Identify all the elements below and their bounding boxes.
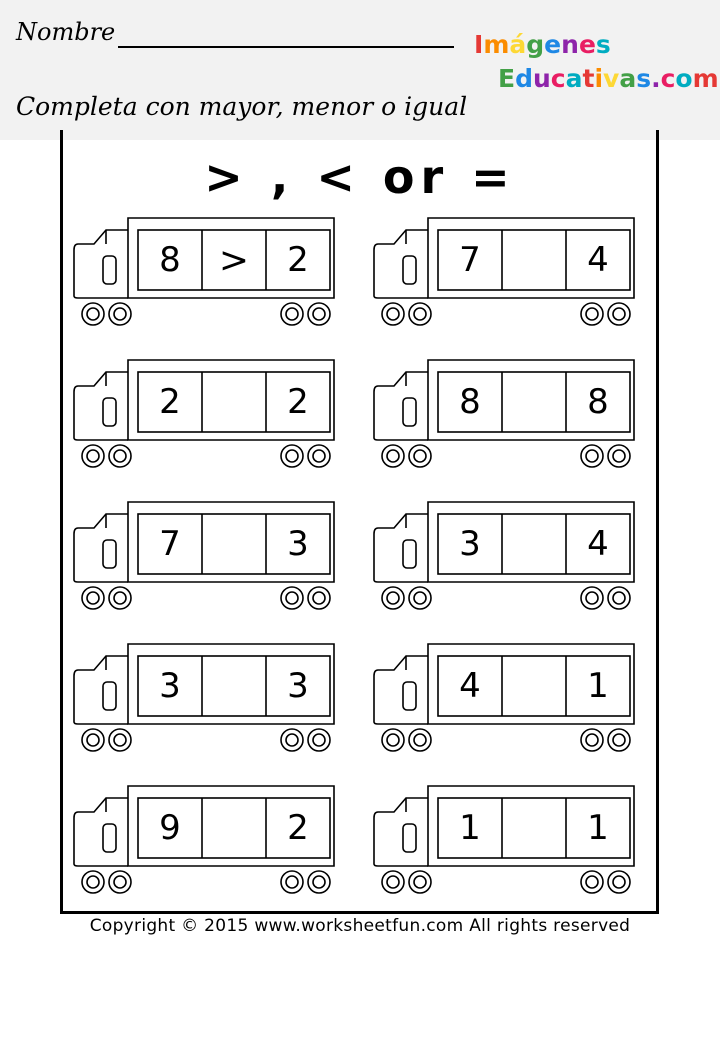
logo-letter: c (550, 64, 566, 93)
right-number: 4 (587, 524, 609, 564)
truck-item (370, 640, 640, 752)
logo-line-1 (474, 28, 719, 62)
left-number: 7 (459, 240, 481, 280)
logo-letter: a (565, 64, 583, 93)
logo-letter: a (619, 64, 637, 93)
logo-letter: i (594, 64, 604, 93)
left-number: 3 (459, 524, 481, 564)
comparison-answer-box[interactable] (202, 372, 266, 432)
logo-letter: E (498, 64, 516, 93)
comparison-answer-box[interactable] (202, 656, 266, 716)
comparison-answer-box[interactable] (202, 514, 266, 574)
truck-item (70, 356, 340, 468)
name-label: Nombre (16, 18, 116, 46)
comparison-answer-box[interactable] (202, 798, 266, 858)
right-number: 2 (287, 382, 309, 422)
right-number: 1 (587, 808, 609, 848)
logo-letter: o (675, 64, 693, 93)
name-field[interactable] (118, 46, 454, 48)
comparison-answer-box[interactable] (502, 230, 566, 290)
comparison-answer-box[interactable] (502, 798, 566, 858)
left-number: 8 (159, 240, 181, 280)
left-number: 9 (159, 808, 181, 848)
comparison-answer-box[interactable] (502, 656, 566, 716)
site-logo (474, 28, 719, 96)
right-number: 3 (287, 524, 309, 564)
logo-line-2 (474, 62, 719, 96)
worksheet-title: > , < or = (204, 150, 516, 204)
right-number: 2 (287, 808, 309, 848)
logo-letter: m (483, 30, 510, 59)
logo-letter: á (509, 30, 527, 59)
right-number: 4 (587, 240, 609, 280)
right-number: 2 (287, 240, 309, 280)
left-number: 4 (459, 666, 481, 706)
right-number: 1 (587, 666, 609, 706)
logo-letter: . (651, 64, 661, 93)
logo-letter: u (532, 64, 551, 93)
page-header (0, 0, 720, 140)
logo-letter: e (544, 30, 562, 59)
instruction-text: Completa con mayor, menor o igual (16, 92, 468, 121)
logo-letter: s (636, 64, 652, 93)
truck-item (370, 214, 640, 326)
left-number: 3 (159, 666, 181, 706)
left-number: 8 (459, 382, 481, 422)
logo-letter: I (474, 30, 484, 59)
comparison-answer-box[interactable] (502, 514, 566, 574)
copyright-notice: Copyright © 2015 www.worksheetfun.com All rights reserved (89, 916, 631, 936)
left-number: 1 (459, 808, 481, 848)
truck-item (370, 498, 640, 610)
logo-letter: s (595, 30, 611, 59)
left-number: 7 (159, 524, 181, 564)
truck-item (370, 782, 640, 894)
comparison-answer-box[interactable]: > (218, 239, 250, 281)
right-number: 3 (287, 666, 309, 706)
truck-item (370, 356, 640, 468)
comparison-answer-box[interactable] (502, 372, 566, 432)
left-number: 2 (159, 382, 181, 422)
logo-letter: n (561, 30, 579, 59)
logo-letter: c (660, 64, 676, 93)
truck-item (70, 640, 340, 752)
truck-item (70, 782, 340, 894)
logo-letter: d (515, 64, 533, 93)
logo-letter: t (582, 64, 595, 93)
truck-item (70, 498, 340, 610)
truck-item (70, 214, 340, 326)
logo-letter: g (526, 30, 545, 59)
right-number: 8 (587, 382, 609, 422)
logo-letter: m (692, 64, 719, 93)
logo-letter: v (603, 64, 620, 93)
logo-letter: e (578, 30, 596, 59)
